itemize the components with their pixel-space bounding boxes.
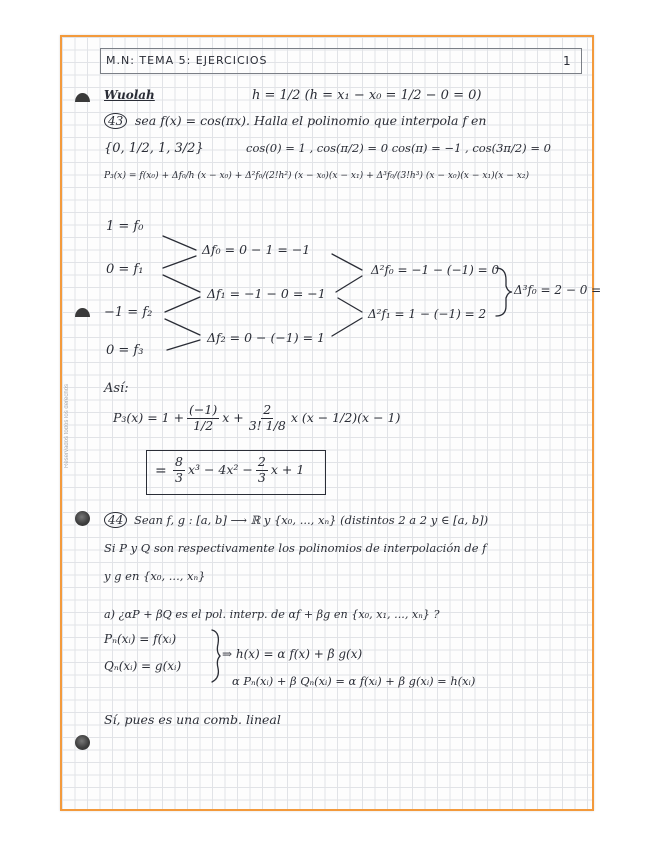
exercise-44-number: 44 bbox=[104, 512, 127, 528]
f-value-0: 1 = f₀ bbox=[106, 219, 144, 234]
result-eq: = bbox=[155, 463, 167, 479]
r-f2-den: 3 bbox=[257, 469, 266, 485]
implication-h: ⇒ h(x) = α f(x) + β g(x) bbox=[222, 647, 363, 661]
f-value-2: −1 = f₂ bbox=[104, 305, 153, 320]
implication-combination: α Pₙ(xᵢ) + β Qₙ(xᵢ) = α f(xᵢ) + β g(xᵢ) = h(xᵢ) bbox=[232, 674, 476, 688]
first-diff-1: Δf₁ = −1 − 0 = −1 bbox=[207, 286, 326, 301]
first-diff-0: Δf₀ = 0 − 1 = −1 bbox=[202, 242, 311, 257]
h-note: h = 1/2 (h = x₁ − x₀ = 1/2 − 0 = 0) bbox=[252, 88, 482, 103]
condition-q: Qₙ(xᵢ) = g(xᵢ) bbox=[104, 659, 182, 673]
brand-wuolah: Wuolah bbox=[104, 88, 155, 102]
exercise-43-number: 43 bbox=[104, 113, 127, 129]
r-f1-den: 3 bbox=[175, 469, 183, 485]
result-mid: x³ − 4x² − bbox=[187, 461, 253, 477]
f-value-3: 0 = f₃ bbox=[106, 343, 144, 358]
p3-f2-den: 3! 1/8 bbox=[248, 417, 286, 433]
p3-f1-den: 1/2 bbox=[193, 417, 214, 433]
p3-mid: x + bbox=[222, 409, 244, 425]
r-f2-num: 2 bbox=[257, 454, 266, 469]
r-f1-num: 8 bbox=[175, 454, 183, 469]
second-diff-1: Δ²f₁ = 1 − (−1) = 2 bbox=[368, 307, 487, 321]
first-diff-2: Δf₂ = 0 − (−1) = 1 bbox=[207, 330, 326, 345]
newton-formula: P₃(x) = f(x₀) + Δf₀/h (x − x₀) + Δ²f₀/(2!h²) (x − x₀)(x − x₁) + Δ³f₀/(3!h³) (x − x₀)(x − x₁)(x − x₂) bbox=[104, 171, 530, 181]
page-number: 1 bbox=[563, 54, 572, 68]
ex43-nodes: {0, 1/2, 1, 3/2} bbox=[104, 141, 204, 156]
third-diff-0: Δ³f₀ = 2 − 0 = bbox=[514, 283, 602, 297]
p3-f2-num: 2 bbox=[263, 402, 272, 417]
ex43-statement: sea f(x) = cos(πx). Halla el polinomio que interpola f en bbox=[135, 113, 487, 128]
p3-lhs: P₃(x) = 1 + bbox=[113, 409, 185, 425]
watermark: Reservados todos los derechos bbox=[64, 383, 70, 468]
ex44-line-3: y g en {x₀, ..., xₙ} bbox=[104, 569, 206, 583]
result-tail: x + 1 bbox=[270, 461, 305, 477]
asi-label: Así: bbox=[104, 381, 129, 396]
ex44-line-1: Sean f, g : [a, b] ⟶ ℝ y {x₀, ..., xₙ} (distintos 2 a 2 y ∈ [a, b]) bbox=[134, 513, 489, 527]
condition-p: Pₙ(xᵢ) = f(xᵢ) bbox=[104, 632, 177, 646]
ex44-question: a) ¿αP + βQ es el pol. interp. de αf + βg en {x₀, x₁, ..., xₙ} ? bbox=[104, 608, 440, 621]
f-value-1: 0 = f₁ bbox=[106, 262, 144, 277]
second-diff-0: Δ²f₀ = −1 − (−1) = 0 bbox=[371, 263, 500, 277]
p3-tail: x (x − 1/2)(x − 1) bbox=[290, 409, 401, 425]
p3-f1-num: (−1) bbox=[189, 402, 218, 417]
page-title: M.N: TEMA 5: EJERCICIOS bbox=[106, 54, 268, 67]
ex44-answer: Sí, pues es una comb. lineal bbox=[104, 712, 281, 727]
ex43-cos-values: cos(0) = 1 , cos(π/2) = 0 cos(π) = −1 , cos(3π/2) = 0 bbox=[246, 141, 551, 155]
ex44-line-2: Si P y Q son respectivamente los polinomios de interpolación de f bbox=[104, 541, 487, 555]
